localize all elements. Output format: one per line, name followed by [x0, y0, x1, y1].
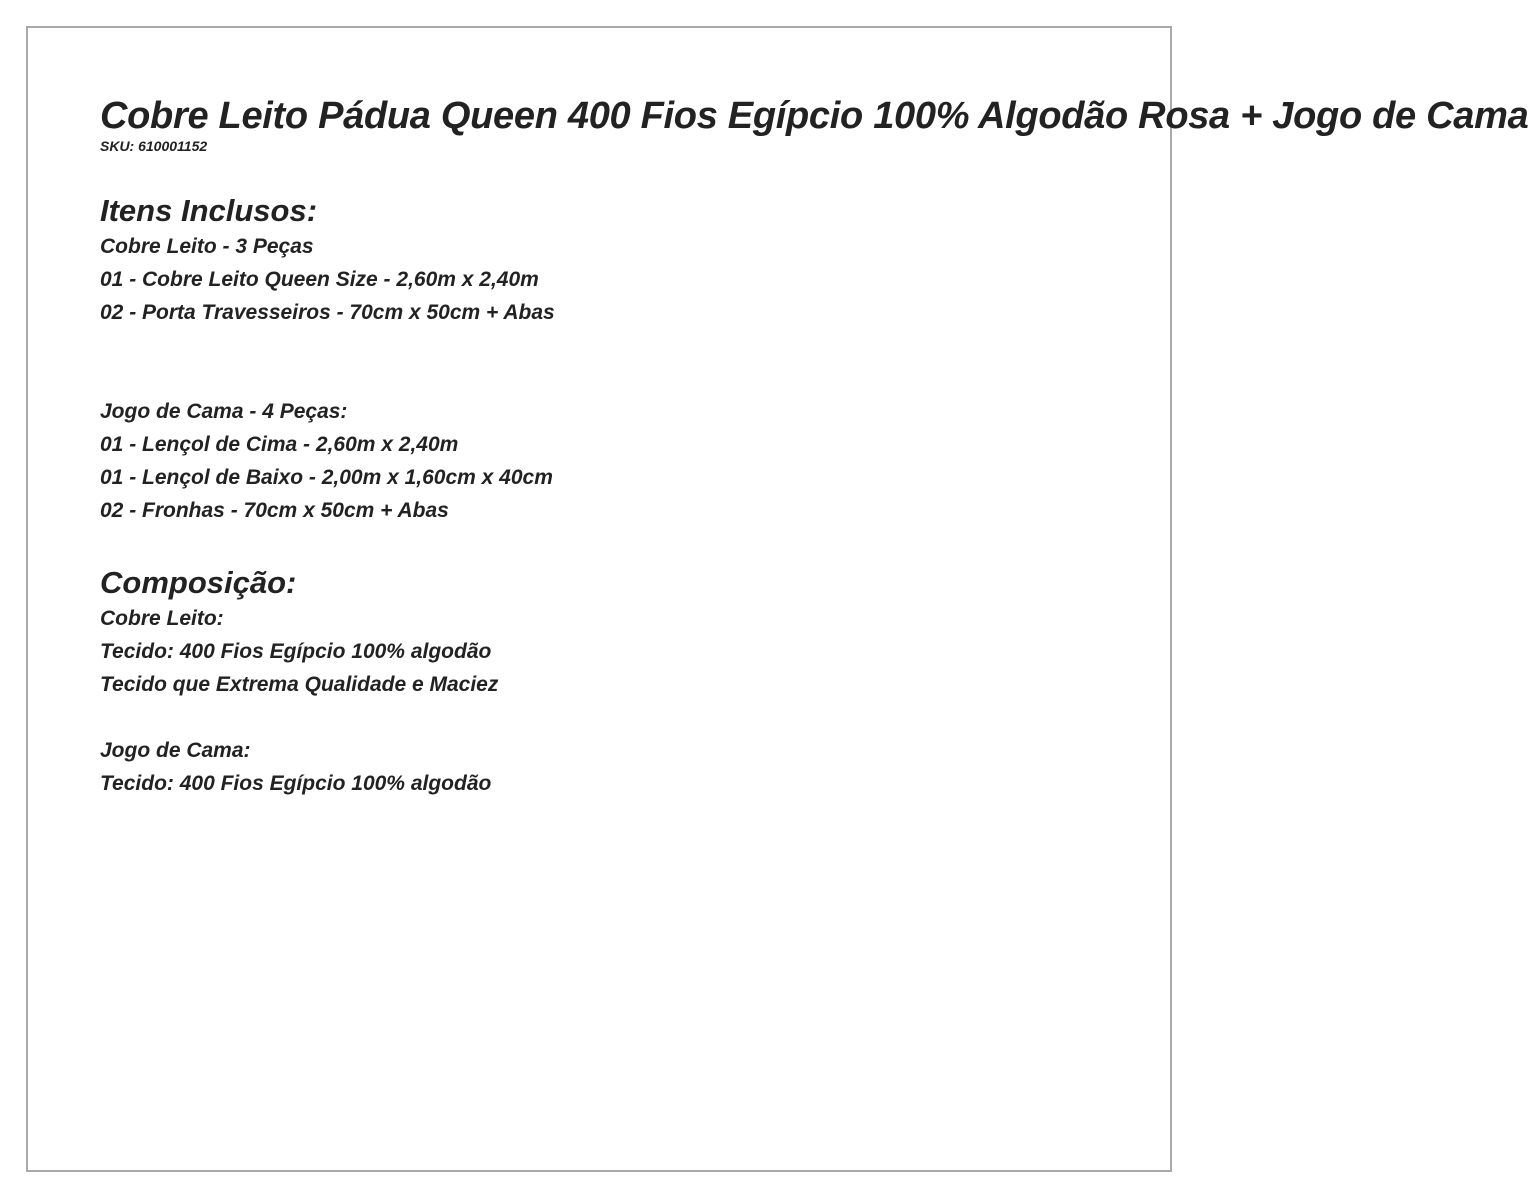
composition-cobre-leito-line: Tecido que Extrema Qualidade e Maciez	[100, 673, 499, 696]
jogo-cama-item: 01 - Lençol de Baixo - 2,00m x 1,60cm x 40cm	[100, 466, 553, 489]
jogo-cama-item: 02 - Fronhas - 70cm x 50cm + Abas	[100, 499, 449, 522]
product-sku: SKU: 610001152	[100, 138, 208, 154]
cobre-leito-subheading: Cobre Leito - 3 Peças	[100, 235, 314, 258]
composition-jogo-cama-subheading: Jogo de Cama:	[100, 739, 251, 762]
composition-jogo-cama-line: Tecido: 400 Fios Egípcio 100% algodão	[100, 772, 492, 795]
composition-heading: Composição:	[100, 565, 297, 600]
product-title: Cobre Leito Pádua Queen 400 Fios Egípcio 100% Algodão Rosa + Jogo de Cama	[100, 95, 1528, 137]
cobre-leito-item: 02 - Porta Travesseiros - 70cm x 50cm + Abas	[100, 301, 555, 324]
cobre-leito-item: 01 - Cobre Leito Queen Size - 2,60m x 2,40m	[100, 268, 539, 291]
product-description	[100, 94, 1528, 800]
composition-cobre-leito-line: Tecido: 400 Fios Egípcio 100% algodão	[100, 640, 492, 663]
jogo-cama-item: 01 - Lençol de Cima - 2,60m x 2,40m	[100, 433, 459, 456]
jogo-cama-subheading: Jogo de Cama - 4 Peças:	[100, 400, 348, 423]
composition-cobre-leito-subheading: Cobre Leito:	[100, 607, 224, 630]
items-heading: Itens Inclusos:	[100, 193, 318, 228]
page-frame	[26, 26, 1528, 1172]
